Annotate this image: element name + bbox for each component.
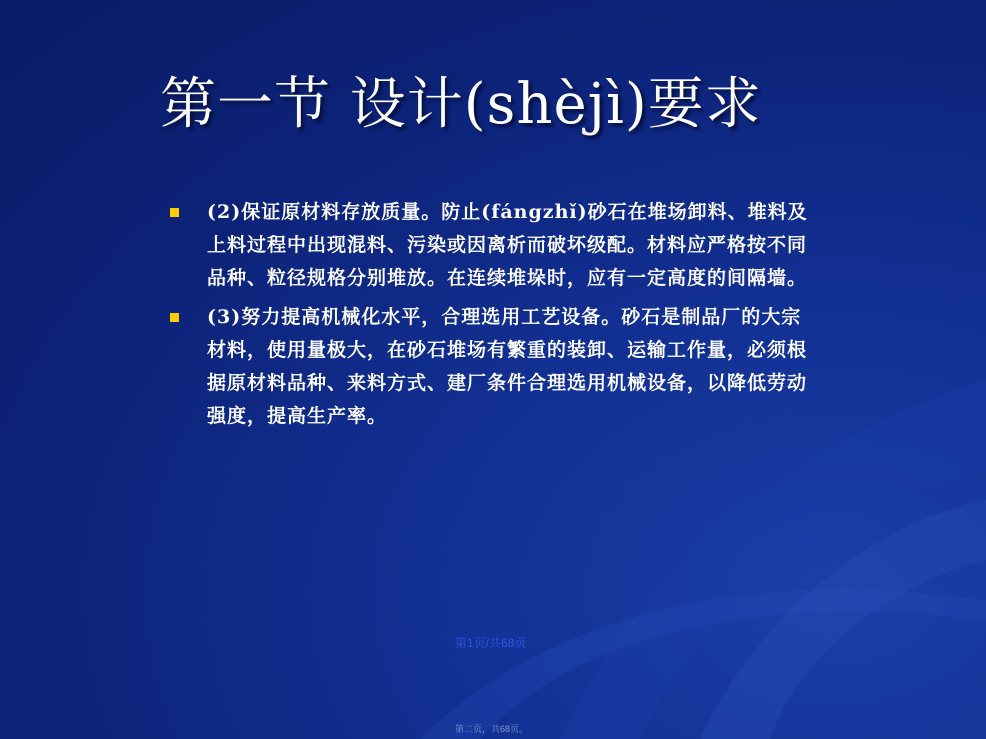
- bullet-list: [170, 196, 810, 439]
- page-counter: 第1页/共68页: [455, 636, 527, 650]
- square-bullet-icon: [170, 208, 179, 217]
- bullet-text: (2)保证原材料存放质量。防止(fángzhǐ)砂石在堆场卸料、堆料及上料过程中出现混料、污染或因离析而破坏级配。材料应严格按不同品种、粒径规格分别堆放。在连续堆垛时，应有一定高度的间隔墙。: [207, 201, 808, 289]
- slide-title: 第一节 设计(shèjì)要求: [160, 72, 762, 137]
- bullet-text: (3)努力提高机械化水平，合理选用工艺设备。砂石是制品厂的大宗材料，使用量极大，在砂石堆场有繁重的装卸、运输工作量，必须根据原材料品种、来料方式、建厂条件合理选用机械设备，以降低劳动强度，提高生产率。: [207, 306, 808, 427]
- square-bullet-icon: [170, 313, 179, 322]
- bullet-item: [170, 301, 810, 433]
- bullet-item: [170, 196, 810, 295]
- footer-note: 第二页，共68页。: [455, 724, 529, 734]
